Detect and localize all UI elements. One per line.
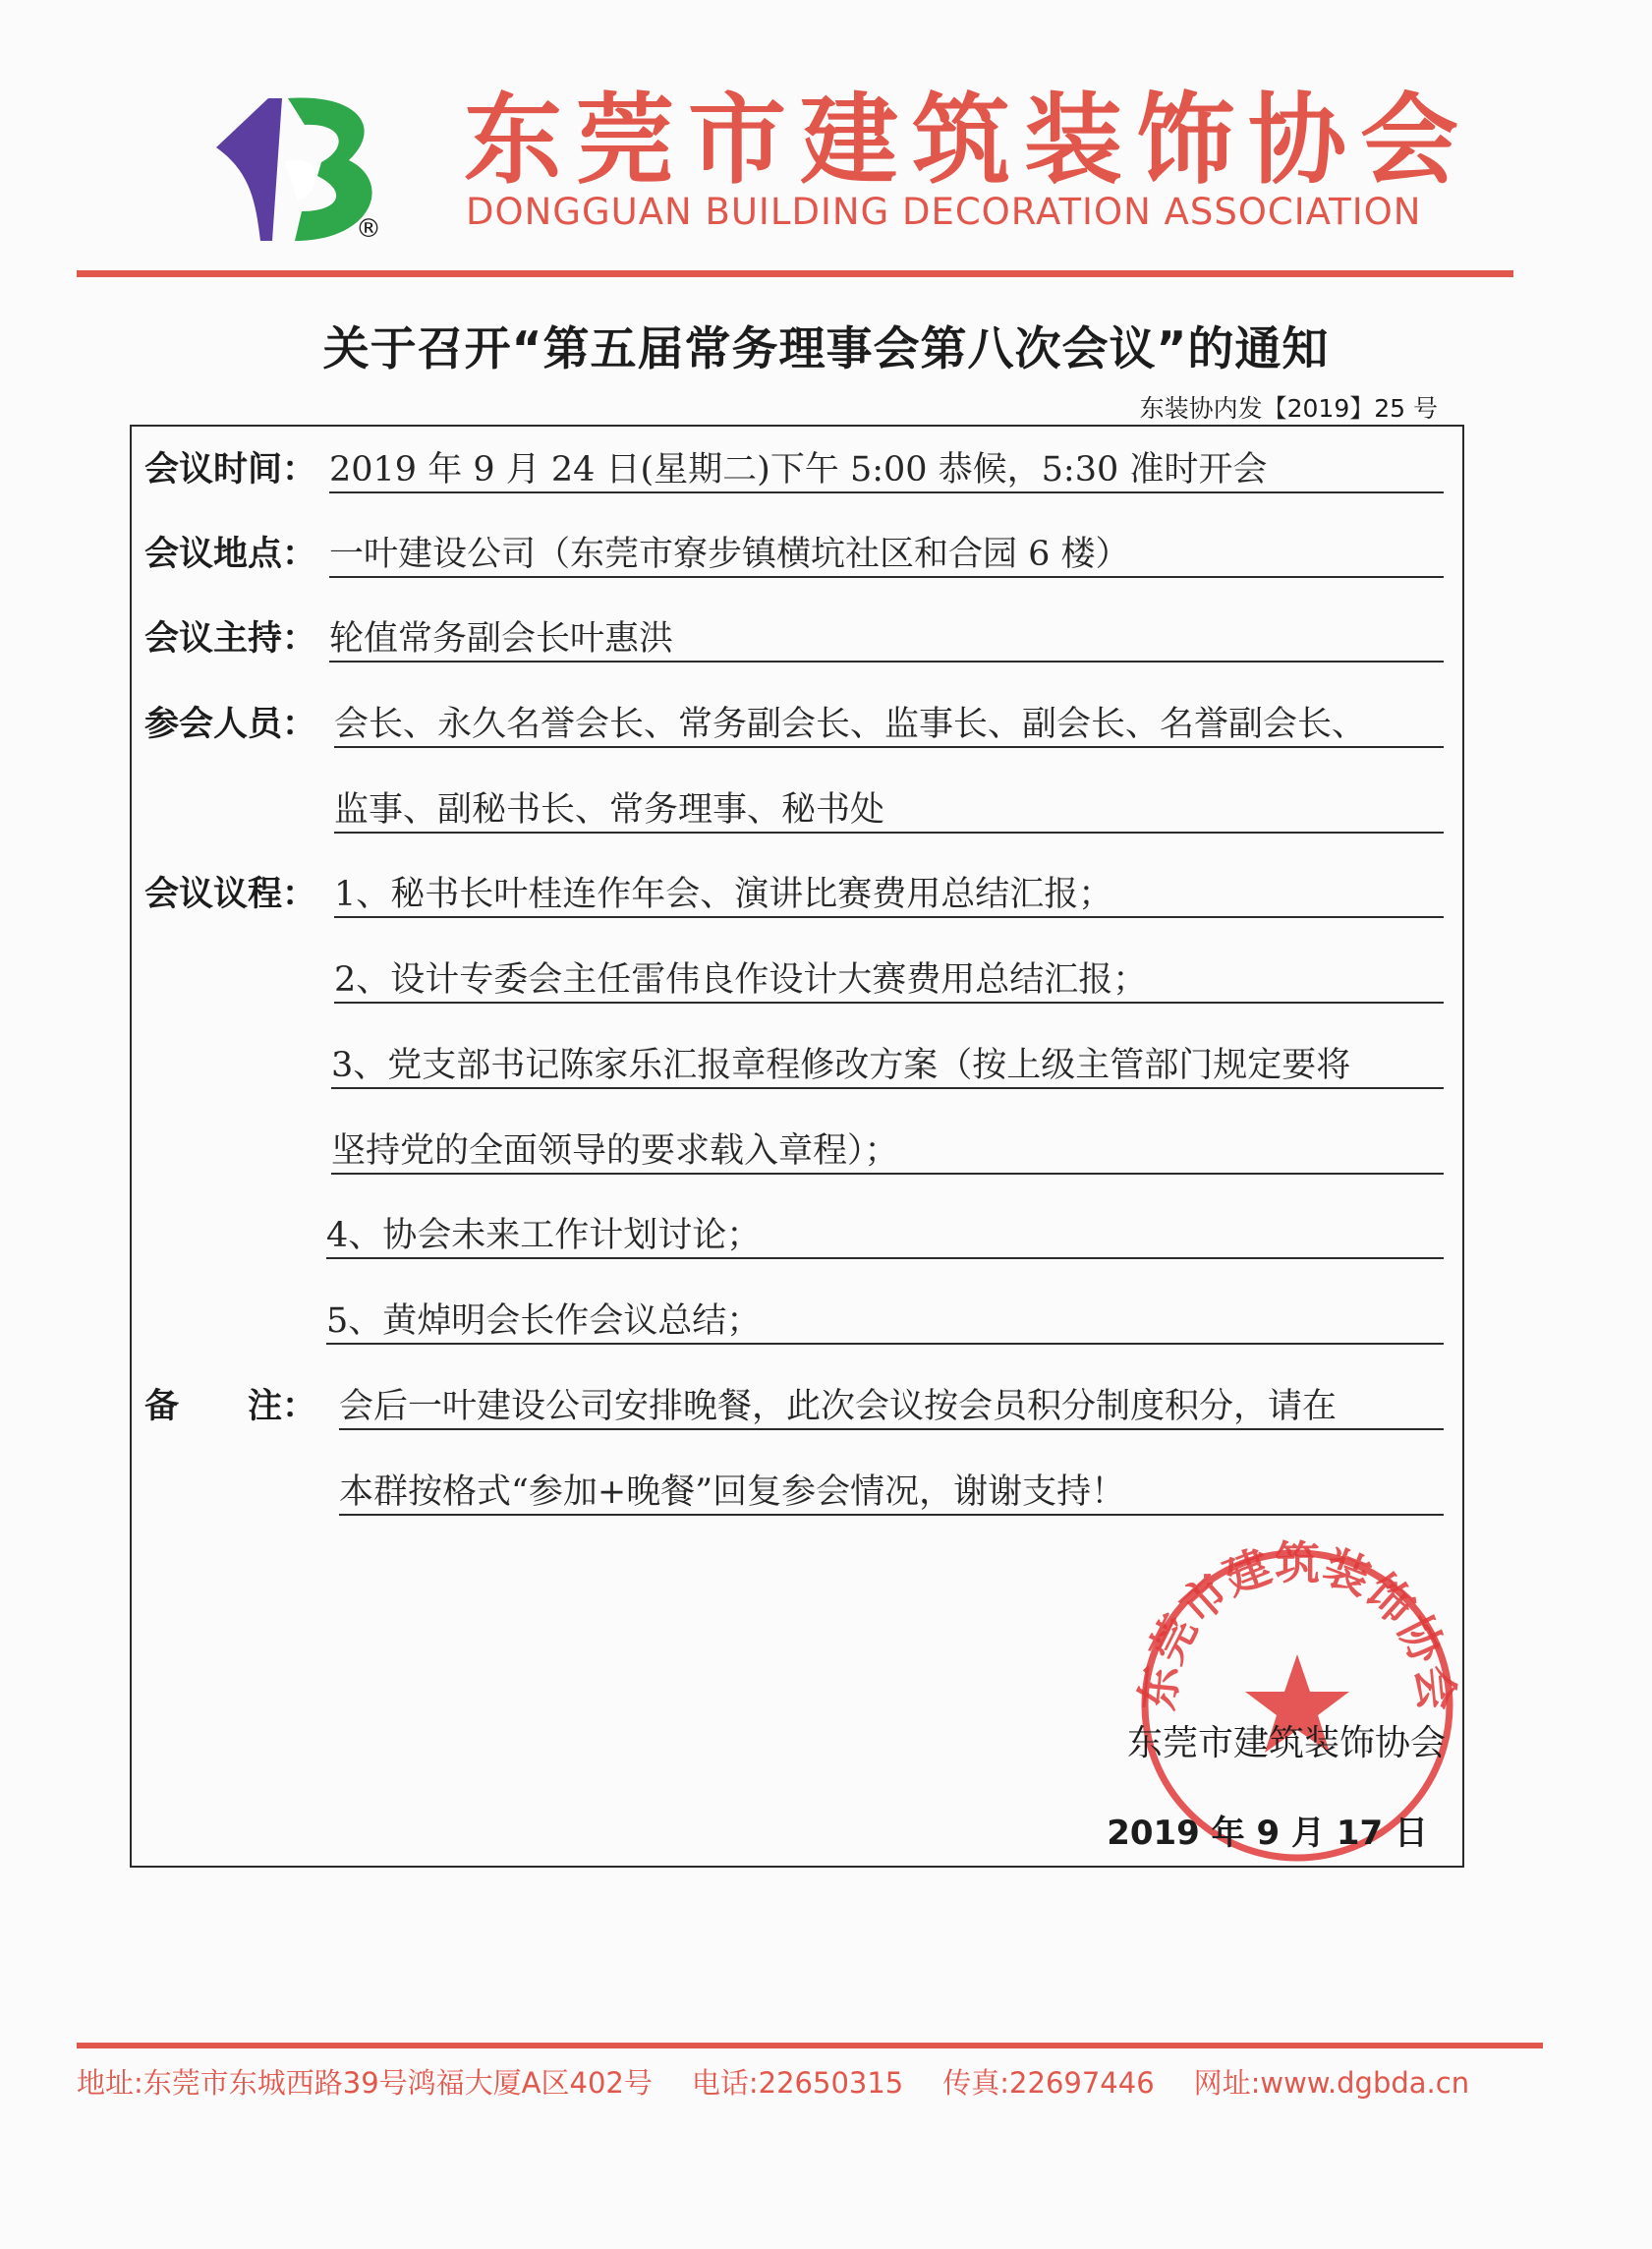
host-underline	[329, 661, 1444, 663]
agenda-item-3-cont: 坚持党的全面领导的要求载入章程）；	[331, 1131, 899, 1171]
agenda-item-4: 4、协会未来工作计划讨论；	[326, 1216, 762, 1255]
remarks-underline-1	[339, 1428, 1444, 1430]
agenda-item-5: 5、黄焯明会长作会议总结；	[326, 1301, 762, 1341]
footer-fax: 传真:22697446	[942, 2066, 1155, 2100]
footer-contact	[77, 2061, 1531, 2102]
signature-organization: 东莞市建筑装饰协会	[1126, 1723, 1446, 1763]
remarks-label: 备 注：	[144, 1387, 317, 1426]
remarks-line-2: 本群按格式“参加+晚餐”回复参会情况，谢谢支持！	[339, 1472, 1126, 1512]
header-divider	[77, 270, 1513, 277]
agenda-underline-4	[326, 1257, 1444, 1259]
agenda-item-2: 2、设计专委会主任雷伟良作设计大赛费用总结汇报；	[334, 960, 1148, 1000]
time-label: 会议时间：	[144, 450, 317, 490]
attendees-underline-1	[334, 746, 1444, 748]
document-title: 关于召开“第五届常务理事会第八次会议”的通知	[322, 322, 1330, 376]
document-reference: 东装协内发【2019】25 号	[1139, 394, 1438, 423]
agenda-underline-5	[326, 1343, 1444, 1345]
footer-address: 地址:东莞市东城西路39号鸿福大厦A区402号	[77, 2066, 653, 2100]
agenda-underline-1	[334, 916, 1444, 918]
footer-phone: 电话:22650315	[691, 2066, 904, 2100]
agenda-item-3: 3、党支部书记陈家乐汇报章程修改方案（按上级主管部门规定要将	[331, 1046, 1351, 1085]
place-label: 会议地点：	[144, 535, 317, 574]
agenda-label: 会议议程：	[144, 875, 317, 914]
remarks-line-1: 会后一叶建设公司安排晚餐，此次会议按会员积分制度积分，请在	[339, 1387, 1338, 1426]
time-underline	[329, 491, 1444, 493]
place-underline	[329, 576, 1444, 578]
host-label: 会议主持：	[144, 619, 317, 659]
agenda-item-1: 1、秘书长叶桂连作年会、演讲比赛费用总结汇报；	[334, 875, 1113, 914]
association-name-en: DONGGUAN BUILDING DECORATION ASSOCIATION	[466, 191, 1422, 233]
remarks-underline-2	[339, 1514, 1444, 1516]
attendees-label: 参会人员：	[144, 705, 317, 744]
agenda-underline-3b	[331, 1173, 1444, 1175]
agenda-underline-2	[334, 1002, 1444, 1004]
attendees-line-2: 监事、副秘书长、常务理事、秘书处	[334, 790, 885, 830]
signature-date: 2019 年 9 月 17 日	[1107, 1814, 1428, 1853]
attendees-line-1: 会长、永久名誉会长、常务副会长、监事长、副会长、名誉副会长、	[334, 705, 1367, 744]
agenda-underline-3	[331, 1087, 1444, 1089]
place-value: 一叶建设公司（东莞市寮步镇横坑社区和合园 6 楼）	[329, 535, 1130, 574]
seal-text: 东莞市建筑装饰协会	[1130, 1538, 1464, 1713]
association-name-cn: 东莞市建筑装饰协会	[464, 82, 1472, 198]
footer-divider	[77, 2043, 1543, 2048]
time-value: 2019 年 9 月 24 日(星期二)下午 5:00 恭候，5:30 准时开会	[329, 450, 1268, 490]
footer-website: 网址:www.dgbda.cn	[1193, 2066, 1470, 2100]
host-value: 轮值常务副会长叶惠洪	[329, 619, 674, 659]
registered-mark: ®	[356, 214, 381, 244]
attendees-underline-2	[334, 832, 1444, 834]
